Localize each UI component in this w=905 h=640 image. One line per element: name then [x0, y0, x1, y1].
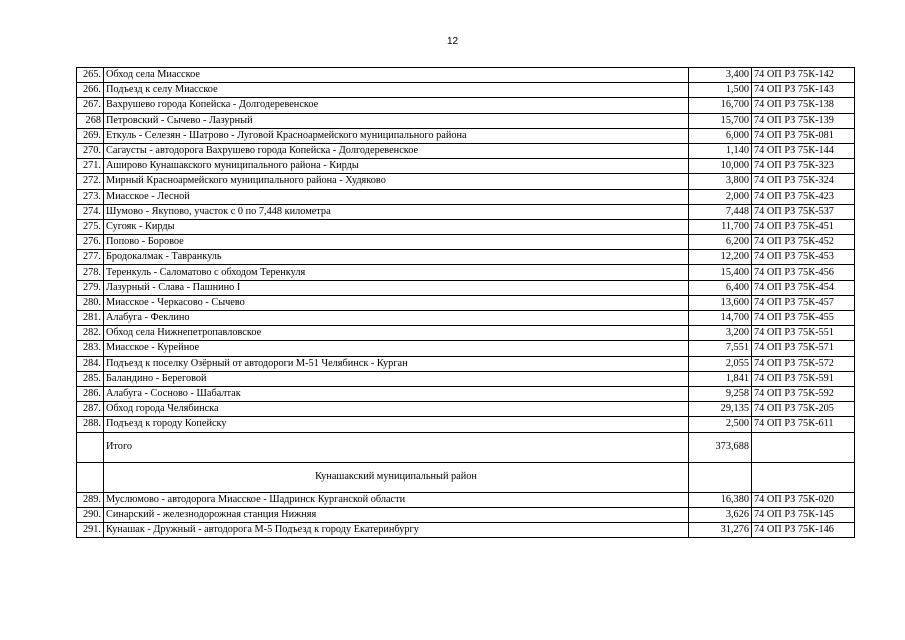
road-code: 74 ОП РЗ 75К-324	[752, 174, 855, 189]
road-length: 15,700	[689, 113, 752, 128]
road-name: Петровский - Сычево - Лазурный	[104, 113, 689, 128]
row-number: 271.	[77, 159, 104, 174]
table-row	[77, 250, 855, 265]
section-num-cell	[77, 462, 104, 492]
row-number: 267.	[77, 98, 104, 113]
road-code: 74 ОП РЗ 75К-592	[752, 386, 855, 401]
table-row	[77, 492, 855, 507]
road-name: Сугояк - Кирды	[104, 219, 689, 234]
row-number: 290.	[77, 507, 104, 522]
row-number: 276.	[77, 235, 104, 250]
rows-before	[77, 68, 855, 433]
road-code: 74 ОП РЗ 75К-537	[752, 204, 855, 219]
road-code: 74 ОП РЗ 75К-146	[752, 522, 855, 537]
road-name: Обход города Челябинска	[104, 402, 689, 417]
road-name: Еткуль - Селезян - Шатрово - Луговой Красноармейского муниципального района	[104, 128, 689, 143]
row-number: 265.	[77, 68, 104, 83]
total-row	[77, 432, 855, 462]
section-code-cell	[752, 462, 855, 492]
road-length: 15,400	[689, 265, 752, 280]
road-code: 74 ОП РЗ 75К-611	[752, 417, 855, 432]
table-row	[77, 311, 855, 326]
row-number: 270.	[77, 143, 104, 158]
road-length: 2,500	[689, 417, 752, 432]
road-code: 74 ОП РЗ 75К-451	[752, 219, 855, 234]
table-row	[77, 295, 855, 310]
road-length: 29,135	[689, 402, 752, 417]
road-name: Аширово Кунашакского муниципального района - Кирды	[104, 159, 689, 174]
table-row	[77, 189, 855, 204]
road-code: 74 ОП РЗ 75К-551	[752, 326, 855, 341]
road-length: 1,140	[689, 143, 752, 158]
table-row	[77, 341, 855, 356]
road-code: 74 ОП РЗ 75К-453	[752, 250, 855, 265]
road-code: 74 ОП РЗ 75К-020	[752, 492, 855, 507]
table-row	[77, 143, 855, 158]
road-length: 10,000	[689, 159, 752, 174]
road-code: 74 ОП РЗ 75К-571	[752, 341, 855, 356]
road-code: 74 ОП РЗ 75К-144	[752, 143, 855, 158]
road-length: 16,380	[689, 492, 752, 507]
section-heading-row	[77, 462, 855, 492]
road-code: 74 ОП РЗ 75К-142	[752, 68, 855, 83]
row-number: 269.	[77, 128, 104, 143]
table-row	[77, 128, 855, 143]
table-row	[77, 522, 855, 537]
section-length-cell	[689, 462, 752, 492]
road-code: 74 ОП РЗ 75К-572	[752, 356, 855, 371]
row-number: 283.	[77, 341, 104, 356]
table-row	[77, 98, 855, 113]
road-code: 74 ОП РЗ 75К-591	[752, 371, 855, 386]
rows-after	[77, 492, 855, 538]
total-num-cell	[77, 432, 104, 462]
row-number: 272.	[77, 174, 104, 189]
row-number: 291.	[77, 522, 104, 537]
road-length: 12,200	[689, 250, 752, 265]
road-length: 11,700	[689, 219, 752, 234]
road-length: 1,500	[689, 83, 752, 98]
road-name: Миасское - Курейное	[104, 341, 689, 356]
table-row	[77, 219, 855, 234]
row-number: 288.	[77, 417, 104, 432]
road-name: Попово - Боровое	[104, 235, 689, 250]
roads-table	[76, 67, 855, 538]
table-row	[77, 280, 855, 295]
total-block	[77, 432, 855, 492]
road-length: 3,626	[689, 507, 752, 522]
road-name: Подъезд к поселку Озёрный от автодороги М-51 Челябинск - Курган	[104, 356, 689, 371]
table-row	[77, 83, 855, 98]
road-length: 6,200	[689, 235, 752, 250]
table-row	[77, 265, 855, 280]
row-number: 284.	[77, 356, 104, 371]
road-length: 2,055	[689, 356, 752, 371]
road-name: Баландино - Береговой	[104, 371, 689, 386]
row-number: 287.	[77, 402, 104, 417]
road-length: 9,258	[689, 386, 752, 401]
road-length: 3,200	[689, 326, 752, 341]
road-name: Кунашак - Дружный - автодорога М-5 Подъезд к городу Екатеринбургу	[104, 522, 689, 537]
road-length: 6,400	[689, 280, 752, 295]
road-name: Теренкуль - Саломатово с обходом Теренкуля	[104, 265, 689, 280]
table-row	[77, 204, 855, 219]
road-length: 3,800	[689, 174, 752, 189]
road-code: 74 ОП РЗ 75К-457	[752, 295, 855, 310]
road-code: 74 ОП РЗ 75К-081	[752, 128, 855, 143]
row-number: 285.	[77, 371, 104, 386]
road-code: 74 ОП РЗ 75К-323	[752, 159, 855, 174]
road-name: Алабуга - Сосново - Шабалтак	[104, 386, 689, 401]
row-number: 274.	[77, 204, 104, 219]
road-name: Подъезд к городу Копейску	[104, 417, 689, 432]
total-code-cell	[752, 432, 855, 462]
road-code: 74 ОП РЗ 75К-452	[752, 235, 855, 250]
road-name: Шумово - Якупово, участок с 0 по 7,448 километра	[104, 204, 689, 219]
road-code: 74 ОП РЗ 75К-145	[752, 507, 855, 522]
road-name: Обход села Миасское	[104, 68, 689, 83]
row-number: 275.	[77, 219, 104, 234]
row-number: 281.	[77, 311, 104, 326]
road-length: 6,000	[689, 128, 752, 143]
table-row	[77, 326, 855, 341]
road-length: 31,276	[689, 522, 752, 537]
page-number: 12	[446, 36, 459, 47]
table-row	[77, 356, 855, 371]
road-code: 74 ОП РЗ 75К-455	[752, 311, 855, 326]
road-name: Сагаусты - автодорога Вахрушево города Копейска - Долгодеревенское	[104, 143, 689, 158]
table-row	[77, 113, 855, 128]
road-name: Бродокалмак - Тавранкуль	[104, 250, 689, 265]
road-length: 7,551	[689, 341, 752, 356]
road-code: 74 ОП РЗ 75К-456	[752, 265, 855, 280]
road-name: Алабуга - Феклино	[104, 311, 689, 326]
road-length: 16,700	[689, 98, 752, 113]
road-name: Миасское - Лесной	[104, 189, 689, 204]
table-row	[77, 417, 855, 432]
row-number: 279.	[77, 280, 104, 295]
row-number: 268	[77, 113, 104, 128]
road-length: 3,400	[689, 68, 752, 83]
road-code: 74 ОП РЗ 75К-454	[752, 280, 855, 295]
row-number: 273.	[77, 189, 104, 204]
row-number: 277.	[77, 250, 104, 265]
road-length: 13,600	[689, 295, 752, 310]
road-name: Лазурный - Слава - Пашнино I	[104, 280, 689, 295]
table-row	[77, 507, 855, 522]
table-row	[77, 402, 855, 417]
road-name: Муслюмово - автодорога Миасское - Шадринск Курганской области	[104, 492, 689, 507]
road-name: Синарский - железнодорожная станция Нижняя	[104, 507, 689, 522]
road-name: Миасское - Черкасово - Сычево	[104, 295, 689, 310]
row-number: 282.	[77, 326, 104, 341]
table-row	[77, 159, 855, 174]
road-name: Вахрушево города Копейска - Долгодеревенское	[104, 98, 689, 113]
road-name: Мирный Красноармейского муниципального района - Худяково	[104, 174, 689, 189]
table-row	[77, 371, 855, 386]
road-length: 2,000	[689, 189, 752, 204]
road-length: 1,841	[689, 371, 752, 386]
row-number: 280.	[77, 295, 104, 310]
table-row	[77, 68, 855, 83]
road-code: 74 ОП РЗ 75К-423	[752, 189, 855, 204]
table-row	[77, 386, 855, 401]
row-number: 286.	[77, 386, 104, 401]
table-row	[77, 235, 855, 250]
road-length: 14,700	[689, 311, 752, 326]
total-label: Итого	[104, 432, 689, 462]
road-code: 74 ОП РЗ 75К-143	[752, 83, 855, 98]
row-number: 278.	[77, 265, 104, 280]
road-name: Подъезд к селу Миасское	[104, 83, 689, 98]
road-code: 74 ОП РЗ 75К-139	[752, 113, 855, 128]
road-code: 74 ОП РЗ 75К-205	[752, 402, 855, 417]
road-length: 7,448	[689, 204, 752, 219]
total-length: 373,688	[689, 432, 752, 462]
road-name: Обход села Нижнепетропавловское	[104, 326, 689, 341]
row-number: 289.	[77, 492, 104, 507]
road-code: 74 ОП РЗ 75К-138	[752, 98, 855, 113]
row-number: 266.	[77, 83, 104, 98]
section-title: Кунашакский муниципальный район	[104, 462, 689, 492]
table-row	[77, 174, 855, 189]
